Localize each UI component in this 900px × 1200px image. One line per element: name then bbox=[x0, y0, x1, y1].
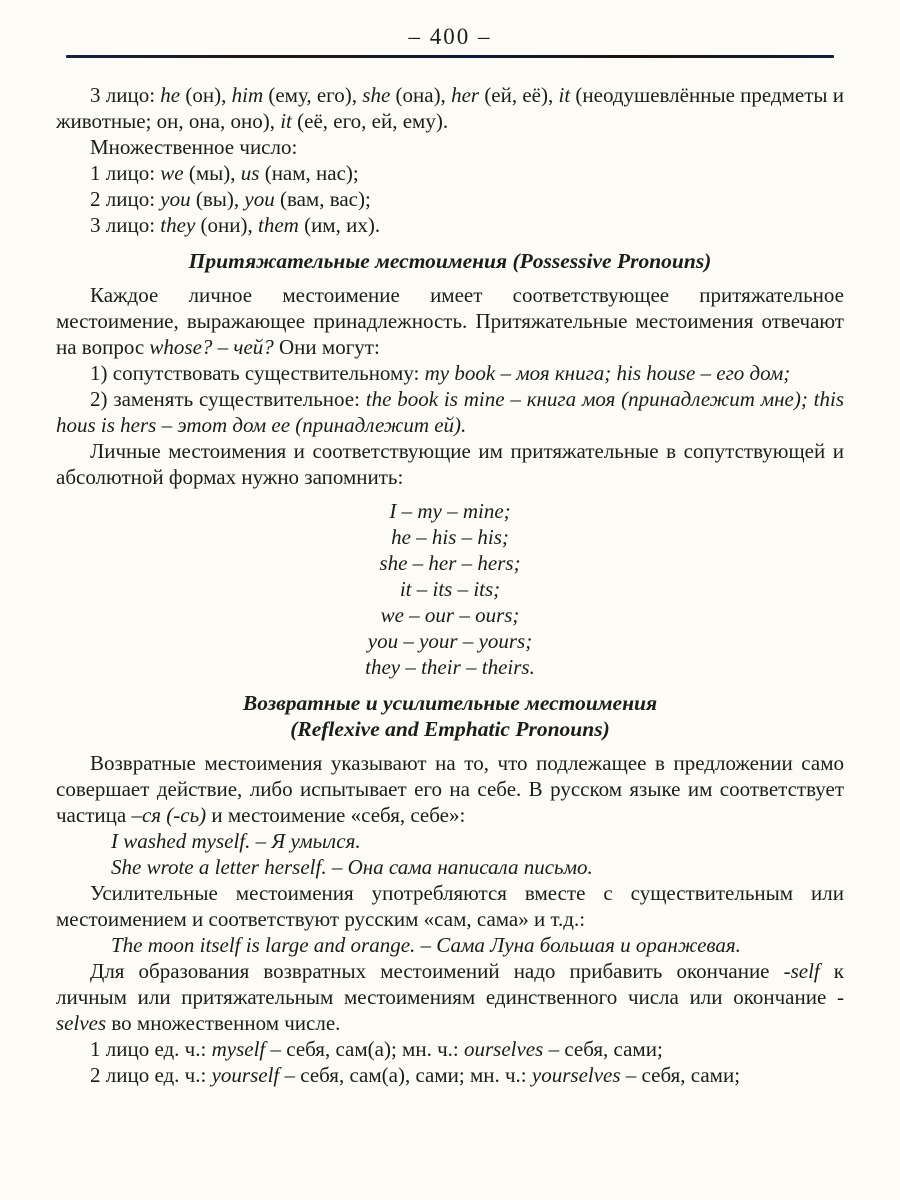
text-segment: her bbox=[451, 83, 480, 107]
list-item-replace-noun bbox=[56, 386, 844, 438]
example-moon-itself: The moon itself is large and orange. – Сама Луна большая и оранжевая. bbox=[111, 933, 741, 957]
text-segment: (нам, нас); bbox=[259, 161, 359, 185]
reflexive-heading bbox=[56, 690, 844, 742]
text-segment: the book is mine – книга моя (принадлежит мне); this hous is hers – этот дом ее (принадлежит ей). bbox=[56, 387, 844, 437]
text-segment: (им, их). bbox=[298, 213, 381, 237]
text-segment: Усилительные местоимения употребляются вместе с существительным или местоимением и соответствуют русским «сам, сама» и т.д.: bbox=[56, 881, 844, 931]
text-segment: и местоимение «себя, себе»: bbox=[206, 803, 466, 827]
text-segment: – себя, сам(а), сами; мн. ч.: bbox=[279, 1063, 532, 1087]
text-segment: it bbox=[558, 83, 571, 107]
paragraph-first-person-forms bbox=[56, 1036, 844, 1062]
text-segment: – себя, сами; bbox=[543, 1037, 663, 1061]
text-segment: he bbox=[160, 83, 181, 107]
paragraph-second-person-forms bbox=[56, 1062, 844, 1088]
text-segment: 2 лицо ед. ч.: bbox=[90, 1063, 212, 1087]
paragraph-reflexive-intro bbox=[56, 750, 844, 828]
paragraph-third-person bbox=[56, 82, 844, 134]
text-segment: yourself bbox=[211, 1063, 280, 1087]
paragraph-plural-label: Множественное число: bbox=[90, 135, 298, 159]
text-segment: 2 лицо: bbox=[90, 187, 161, 211]
text-segment: us bbox=[240, 161, 260, 185]
text-segment: ourselves bbox=[463, 1037, 544, 1061]
pronoun-form-line: we – our – ours; bbox=[380, 603, 520, 627]
text-segment: – себя, сам(а); мн. ч.: bbox=[265, 1037, 464, 1061]
pronoun-form-line: he – his – his; bbox=[391, 525, 509, 549]
paragraph-emphatic bbox=[56, 880, 844, 932]
paragraph-formation bbox=[56, 958, 844, 1036]
text-segment: them bbox=[258, 213, 299, 237]
text-segment: my book – моя книга; his house – его дом; bbox=[424, 361, 791, 385]
text-segment: Возвратные местоимения указывают на то, что подлежащее в предложении само совершает действие, либо испытывает его на себе. В русском языке им соответствует частица bbox=[56, 751, 844, 827]
text-segment: yourselves bbox=[531, 1063, 621, 1087]
text-segment: (её, его, ей, ему). bbox=[291, 109, 449, 133]
text-segment: -self bbox=[783, 959, 820, 983]
reflexive-heading-line-ru: Возвратные и усилительные местоимения bbox=[242, 691, 658, 715]
text-segment: Они могут: bbox=[273, 335, 380, 359]
text-segment: she bbox=[362, 83, 391, 107]
paragraph-memorize bbox=[56, 438, 844, 490]
plural-item-first-person bbox=[56, 160, 844, 186]
text-segment: it bbox=[280, 109, 292, 133]
text-segment: him bbox=[231, 83, 264, 107]
list-item-accompany-noun bbox=[56, 360, 844, 386]
text-segment: myself bbox=[211, 1037, 266, 1061]
text-segment: -selves bbox=[56, 985, 844, 1035]
text-segment: Личные местоимения и соответствующие им притяжательные в сопутствующей и абсолютной формах нужно запомнить: bbox=[56, 439, 844, 489]
pronoun-form-line: she – her – hers; bbox=[379, 551, 521, 575]
paragraph-possessive-intro bbox=[56, 282, 844, 360]
text-segment: 1 лицо ед. ч.: bbox=[90, 1037, 212, 1061]
text-segment: we bbox=[160, 161, 184, 185]
text-segment: –ся (-сь) bbox=[131, 803, 207, 827]
reflexive-heading-line-en: (Reflexive and Emphatic Pronouns) bbox=[290, 717, 610, 741]
possessive-heading: Притяжательные местоимения (Possessive Pronouns) bbox=[188, 249, 712, 273]
text-segment: 2) заменять существительное: bbox=[90, 387, 366, 411]
pronoun-form-line: I – my – mine; bbox=[389, 499, 511, 523]
text-segment: you bbox=[244, 187, 275, 211]
plural-item-second-person bbox=[56, 186, 844, 212]
pronoun-form-line: it – its – its; bbox=[399, 577, 501, 601]
text-segment: (вам, вас); bbox=[274, 187, 371, 211]
text-segment: 3 лицо: bbox=[90, 213, 161, 237]
example-wrote-herself: She wrote a letter herself. – Она сама написала письмо. bbox=[111, 855, 593, 879]
page-content bbox=[0, 58, 900, 1088]
text-segment: во множественном числе. bbox=[106, 1011, 341, 1035]
example-washed-myself: I washed myself. – Я умылся. bbox=[111, 829, 361, 853]
text-segment: – себя, сами; bbox=[620, 1063, 741, 1087]
text-segment: you bbox=[160, 187, 191, 211]
text-segment: (она), bbox=[390, 83, 452, 107]
text-segment: 1 лицо: bbox=[90, 161, 161, 185]
text-segment: (неодушевлённые предметы и животные; он, она, оно), bbox=[56, 83, 844, 133]
text-segment: (они), bbox=[195, 213, 258, 237]
pronoun-forms-list bbox=[56, 498, 844, 680]
pronoun-form-line: you – your – yours; bbox=[367, 629, 533, 653]
text-segment: (ему, его), bbox=[263, 83, 363, 107]
text-segment: whose? – чей? bbox=[149, 335, 274, 359]
plural-item-third-person bbox=[56, 212, 844, 238]
text-segment: (мы), bbox=[183, 161, 241, 185]
text-segment: Для образования возвратных местоимений надо прибавить окончание bbox=[90, 959, 784, 983]
text-segment: (ей, её), bbox=[479, 83, 559, 107]
text-segment: 3 лицо: bbox=[90, 83, 161, 107]
text-segment: 1) сопутствовать существительному: bbox=[90, 361, 425, 385]
text-segment: к личным или притяжательным местоимениям единственного числа или окончание bbox=[56, 959, 844, 1009]
text-segment: Каждое личное местоимение имеет соответствующее притяжательное местоимение, выражающее принадлежность. Притяжательные местоимения отвечают на вопрос bbox=[56, 283, 844, 359]
pronoun-form-line: they – their – theirs. bbox=[365, 655, 535, 679]
page-number: – 400 – bbox=[408, 24, 492, 49]
text-segment: they bbox=[160, 213, 196, 237]
text-segment: (он), bbox=[180, 83, 232, 107]
text-segment: (вы), bbox=[190, 187, 245, 211]
